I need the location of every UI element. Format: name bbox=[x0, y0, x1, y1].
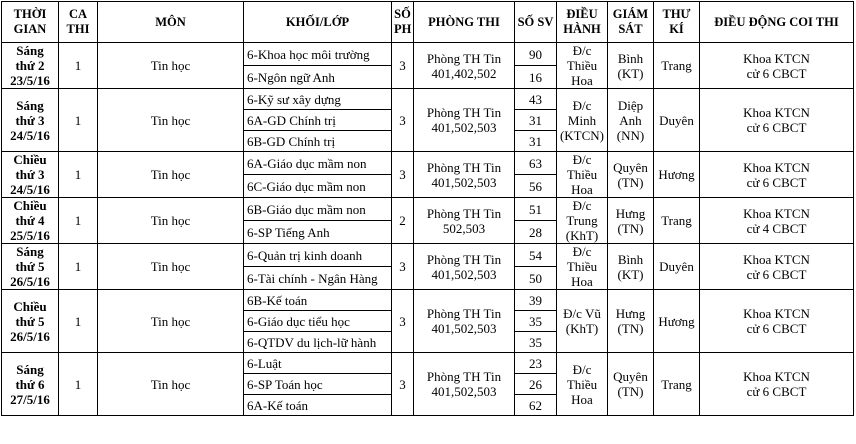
exam-shift: 1 bbox=[59, 152, 98, 198]
cell-line: Hưng bbox=[615, 205, 646, 221]
cell-line: (NN) bbox=[616, 127, 645, 143]
exam-secretary: Trang bbox=[654, 198, 700, 244]
class-name: 6-Kỹ sư xây dựng bbox=[244, 89, 392, 110]
exam-shift: 1 bbox=[59, 198, 98, 244]
cell-line: (TN) bbox=[617, 384, 644, 399]
schedule-body bbox=[2, 43, 854, 416]
rooms-count: 2 bbox=[392, 198, 414, 244]
cell-line: Thiều bbox=[566, 259, 598, 274]
cell-line: 401,502,503 bbox=[431, 321, 497, 336]
exam-mobilize bbox=[700, 43, 854, 89]
exam-admin bbox=[557, 89, 608, 152]
class-name: 6A-Giáo dục mầm non bbox=[244, 152, 392, 175]
cell-line: Diệp bbox=[617, 97, 644, 113]
cell-line: Bình bbox=[617, 50, 644, 66]
cell-line: 25/5/16 bbox=[10, 228, 50, 243]
student-count: 63 bbox=[515, 152, 557, 175]
class-name: 6A-GD Chính trị bbox=[244, 110, 392, 131]
cell-line: Phòng TH Tin bbox=[426, 205, 502, 221]
cell-line: 26/5/16 bbox=[10, 274, 50, 289]
cell-line: cử 6 CBCT bbox=[746, 266, 807, 282]
exam-room bbox=[414, 198, 515, 244]
cell-line: Quyên bbox=[613, 369, 648, 384]
table-row bbox=[2, 290, 854, 311]
cell-line: 26/5/16 bbox=[10, 328, 50, 344]
cell-line: (KT) bbox=[617, 266, 644, 282]
cell-line: Khoa KTCN bbox=[743, 251, 810, 267]
exam-room bbox=[414, 152, 515, 198]
student-count: 62 bbox=[515, 395, 557, 416]
cell-line: thứ 3 bbox=[15, 112, 45, 128]
exam-admin bbox=[557, 290, 608, 353]
class-name: 6A-Kế toán bbox=[244, 395, 392, 416]
cell-line: 401,502,503 bbox=[431, 120, 497, 135]
cell-line: thứ 6 bbox=[15, 376, 45, 392]
cell-line: 27/5/16 bbox=[10, 391, 50, 407]
student-count: 28 bbox=[515, 221, 557, 244]
cell-line: Đ/c bbox=[572, 244, 592, 259]
cell-line: thứ 3 bbox=[15, 167, 45, 182]
cell-line: (TN) bbox=[617, 174, 644, 190]
cell-line: cử 6 CBCT bbox=[746, 321, 807, 336]
cell-line: Phòng TH Tin bbox=[426, 50, 502, 66]
exam-subject: Tin học bbox=[98, 43, 244, 89]
exam-time bbox=[2, 244, 59, 290]
cell-line: Thiều bbox=[566, 167, 598, 182]
exam-shift: 1 bbox=[59, 353, 98, 416]
cell-line: Khoa KTCN bbox=[743, 159, 810, 175]
cell-line: 401,502,503 bbox=[431, 174, 497, 190]
cell-line: Phòng TH Tin bbox=[426, 369, 502, 384]
exam-shift: 1 bbox=[59, 43, 98, 89]
cell-line: Đ/c bbox=[572, 361, 592, 377]
class-name: 6C-Giáo dục mầm non bbox=[244, 175, 392, 198]
exam-mobilize bbox=[700, 198, 854, 244]
cell-line: Phòng TH Tin bbox=[426, 159, 502, 175]
cell-line: Chiều bbox=[13, 198, 47, 213]
cell-line: Chiều bbox=[13, 152, 47, 167]
cell-line: Hoa bbox=[571, 182, 593, 197]
exam-room bbox=[414, 290, 515, 353]
cell-line: thứ 5 bbox=[15, 259, 45, 274]
exam-mobilize bbox=[700, 353, 854, 416]
exam-schedule-table bbox=[1, 1, 854, 416]
header-time: THỜI GIAN bbox=[2, 2, 59, 43]
exam-admin bbox=[557, 244, 608, 290]
exam-secretary: Duyên bbox=[654, 89, 700, 152]
cell-line: Sáng bbox=[16, 244, 44, 259]
student-count: 35 bbox=[515, 311, 557, 332]
cell-line: Khoa KTCN bbox=[743, 50, 810, 66]
student-count: 56 bbox=[515, 175, 557, 198]
cell-line: Khoa KTCN bbox=[743, 205, 810, 221]
cell-line: (TN) bbox=[617, 321, 644, 336]
exam-subject: Tin học bbox=[98, 244, 244, 290]
exam-mobilize bbox=[700, 244, 854, 290]
cell-line: Hưng bbox=[615, 306, 646, 321]
exam-supervisor bbox=[608, 152, 654, 198]
header-row bbox=[2, 2, 854, 43]
student-count: 31 bbox=[515, 110, 557, 131]
cell-line: (TN) bbox=[617, 220, 644, 236]
exam-shift: 1 bbox=[59, 89, 98, 152]
rooms-count: 3 bbox=[392, 290, 414, 353]
header-sv: SỐ SV bbox=[515, 2, 557, 43]
exam-secretary: Hương bbox=[654, 290, 700, 353]
cell-line: Thiều bbox=[566, 376, 598, 392]
cell-line: Chiều bbox=[13, 298, 47, 314]
cell-line: cử 6 CBCT bbox=[746, 384, 807, 399]
cell-line: 401,502,503 bbox=[431, 384, 497, 399]
class-name: 6-SP Toán học bbox=[244, 374, 392, 395]
cell-line: thứ 4 bbox=[15, 213, 45, 228]
cell-line: cử 6 CBCT bbox=[746, 120, 807, 135]
exam-admin bbox=[557, 43, 608, 89]
cell-line: cử 6 CBCT bbox=[746, 65, 807, 81]
cell-line: Anh bbox=[619, 112, 642, 128]
class-name: 6-Quản trị kinh doanh bbox=[244, 244, 392, 267]
header-subject: MÔN bbox=[98, 2, 244, 43]
cell-line: thứ 5 bbox=[15, 313, 45, 329]
exam-shift: 1 bbox=[59, 290, 98, 353]
header-mobilize: ĐIỀU ĐỘNG COI THI bbox=[700, 2, 854, 43]
cell-line: 24/5/16 bbox=[10, 182, 50, 197]
cell-line: (KhT) bbox=[565, 321, 599, 336]
cell-line: Hoa bbox=[571, 391, 593, 407]
cell-line: Hoa bbox=[571, 73, 593, 88]
cell-line: 502,503 bbox=[442, 220, 486, 236]
cell-line: Sáng bbox=[16, 97, 44, 113]
exam-secretary: Trang bbox=[654, 43, 700, 89]
exam-room bbox=[414, 244, 515, 290]
header-secretary: THƯ KÍ bbox=[654, 2, 700, 43]
cell-line: (KhT) bbox=[565, 228, 599, 243]
cell-line: Phòng TH Tin bbox=[426, 105, 502, 120]
header-class: KHỐI/LỚP bbox=[244, 2, 392, 43]
student-count: 35 bbox=[515, 332, 557, 353]
exam-supervisor bbox=[608, 43, 654, 89]
exam-mobilize bbox=[700, 290, 854, 353]
cell-line: Trung bbox=[566, 213, 598, 228]
student-count: 54 bbox=[515, 244, 557, 267]
table-row bbox=[2, 198, 854, 221]
class-name: 6-Tài chính - Ngân Hàng bbox=[244, 267, 392, 290]
exam-supervisor bbox=[608, 290, 654, 353]
header-supervise: GIÁM SÁT bbox=[608, 2, 654, 43]
table-row bbox=[2, 152, 854, 175]
cell-line: Đ/c bbox=[572, 198, 592, 213]
exam-supervisor bbox=[608, 89, 654, 152]
cell-line: Khoa KTCN bbox=[743, 105, 810, 120]
exam-secretary: Hương bbox=[654, 152, 700, 198]
student-count: 26 bbox=[515, 374, 557, 395]
exam-mobilize bbox=[700, 152, 854, 198]
cell-line: 23/5/16 bbox=[10, 73, 50, 88]
cell-line: Minh bbox=[567, 112, 597, 128]
table-row bbox=[2, 89, 854, 110]
exam-secretary: Trang bbox=[654, 353, 700, 416]
header-rooms-count: SỐ PH bbox=[392, 2, 414, 43]
class-name: 6-Ngôn ngữ Anh bbox=[244, 66, 392, 89]
class-name: 6B-Kế toán bbox=[244, 290, 392, 311]
cell-line: Sáng bbox=[16, 43, 44, 58]
exam-room bbox=[414, 43, 515, 89]
exam-time bbox=[2, 152, 59, 198]
cell-line: Bình bbox=[617, 251, 644, 267]
exam-admin bbox=[557, 353, 608, 416]
header-admin: ĐIỀU HÀNH bbox=[557, 2, 608, 43]
student-count: 23 bbox=[515, 353, 557, 374]
exam-time bbox=[2, 353, 59, 416]
student-count: 43 bbox=[515, 89, 557, 110]
exam-admin bbox=[557, 198, 608, 244]
class-name: 6-Khoa học môi trường bbox=[244, 43, 392, 66]
student-count: 90 bbox=[515, 43, 557, 66]
exam-supervisor bbox=[608, 353, 654, 416]
class-name: 6-Giáo dục tiểu học bbox=[244, 311, 392, 332]
exam-supervisor bbox=[608, 198, 654, 244]
exam-room bbox=[414, 353, 515, 416]
student-count: 50 bbox=[515, 267, 557, 290]
cell-line: (KTCN) bbox=[559, 127, 605, 143]
rooms-count: 3 bbox=[392, 152, 414, 198]
exam-time bbox=[2, 198, 59, 244]
class-name: 6-QTDV du lịch-lữ hành bbox=[244, 332, 392, 353]
cell-line: Đ/c Vũ bbox=[563, 306, 601, 321]
exam-admin bbox=[557, 152, 608, 198]
table-row bbox=[2, 43, 854, 66]
cell-line: 401,502,503 bbox=[431, 266, 497, 282]
exam-time bbox=[2, 290, 59, 353]
student-count: 39 bbox=[515, 290, 557, 311]
header-shift: CA THI bbox=[59, 2, 98, 43]
table-row bbox=[2, 244, 854, 267]
cell-line: Thiều bbox=[566, 58, 598, 73]
exam-subject: Tin học bbox=[98, 198, 244, 244]
header-room: PHÒNG THI bbox=[414, 2, 515, 43]
exam-secretary: Duyên bbox=[654, 244, 700, 290]
exam-subject: Tin học bbox=[98, 89, 244, 152]
student-count: 16 bbox=[515, 66, 557, 89]
exam-subject: Tin học bbox=[98, 290, 244, 353]
cell-line: cử 4 CBCT bbox=[746, 220, 807, 236]
student-count: 51 bbox=[515, 198, 557, 221]
exam-shift: 1 bbox=[59, 244, 98, 290]
rooms-count: 3 bbox=[392, 244, 414, 290]
cell-line: 24/5/16 bbox=[10, 127, 50, 143]
cell-line: Khoa KTCN bbox=[743, 369, 810, 384]
class-name: 6-Luật bbox=[244, 353, 392, 374]
cell-line: Đ/c bbox=[572, 152, 592, 167]
cell-line: cử 6 CBCT bbox=[746, 174, 807, 190]
cell-line: Đ/c bbox=[572, 43, 592, 58]
cell-line: Hoa bbox=[571, 274, 593, 289]
exam-time bbox=[2, 89, 59, 152]
cell-line: Quyên bbox=[613, 159, 648, 175]
student-count: 31 bbox=[515, 131, 557, 152]
exam-subject: Tin học bbox=[98, 353, 244, 416]
table-row bbox=[2, 353, 854, 374]
class-name: 6-SP Tiếng Anh bbox=[244, 221, 392, 244]
cell-line: Đ/c bbox=[572, 97, 592, 113]
exam-room bbox=[414, 89, 515, 152]
exam-subject: Tin học bbox=[98, 152, 244, 198]
cell-line: Khoa KTCN bbox=[743, 306, 810, 321]
class-name: 6B-GD Chính trị bbox=[244, 131, 392, 152]
cell-line: Phòng TH Tin bbox=[426, 306, 502, 321]
cell-line: 401,402,502 bbox=[431, 65, 497, 81]
rooms-count: 3 bbox=[392, 89, 414, 152]
exam-mobilize bbox=[700, 89, 854, 152]
cell-line: thứ 2 bbox=[15, 58, 45, 73]
cell-line: (KT) bbox=[617, 65, 644, 81]
exam-supervisor bbox=[608, 244, 654, 290]
cell-line: Phòng TH Tin bbox=[426, 251, 502, 267]
class-name: 6B-Giáo dục mầm non bbox=[244, 198, 392, 221]
cell-line: Sáng bbox=[16, 361, 44, 377]
rooms-count: 3 bbox=[392, 353, 414, 416]
exam-time bbox=[2, 43, 59, 89]
rooms-count: 3 bbox=[392, 43, 414, 89]
